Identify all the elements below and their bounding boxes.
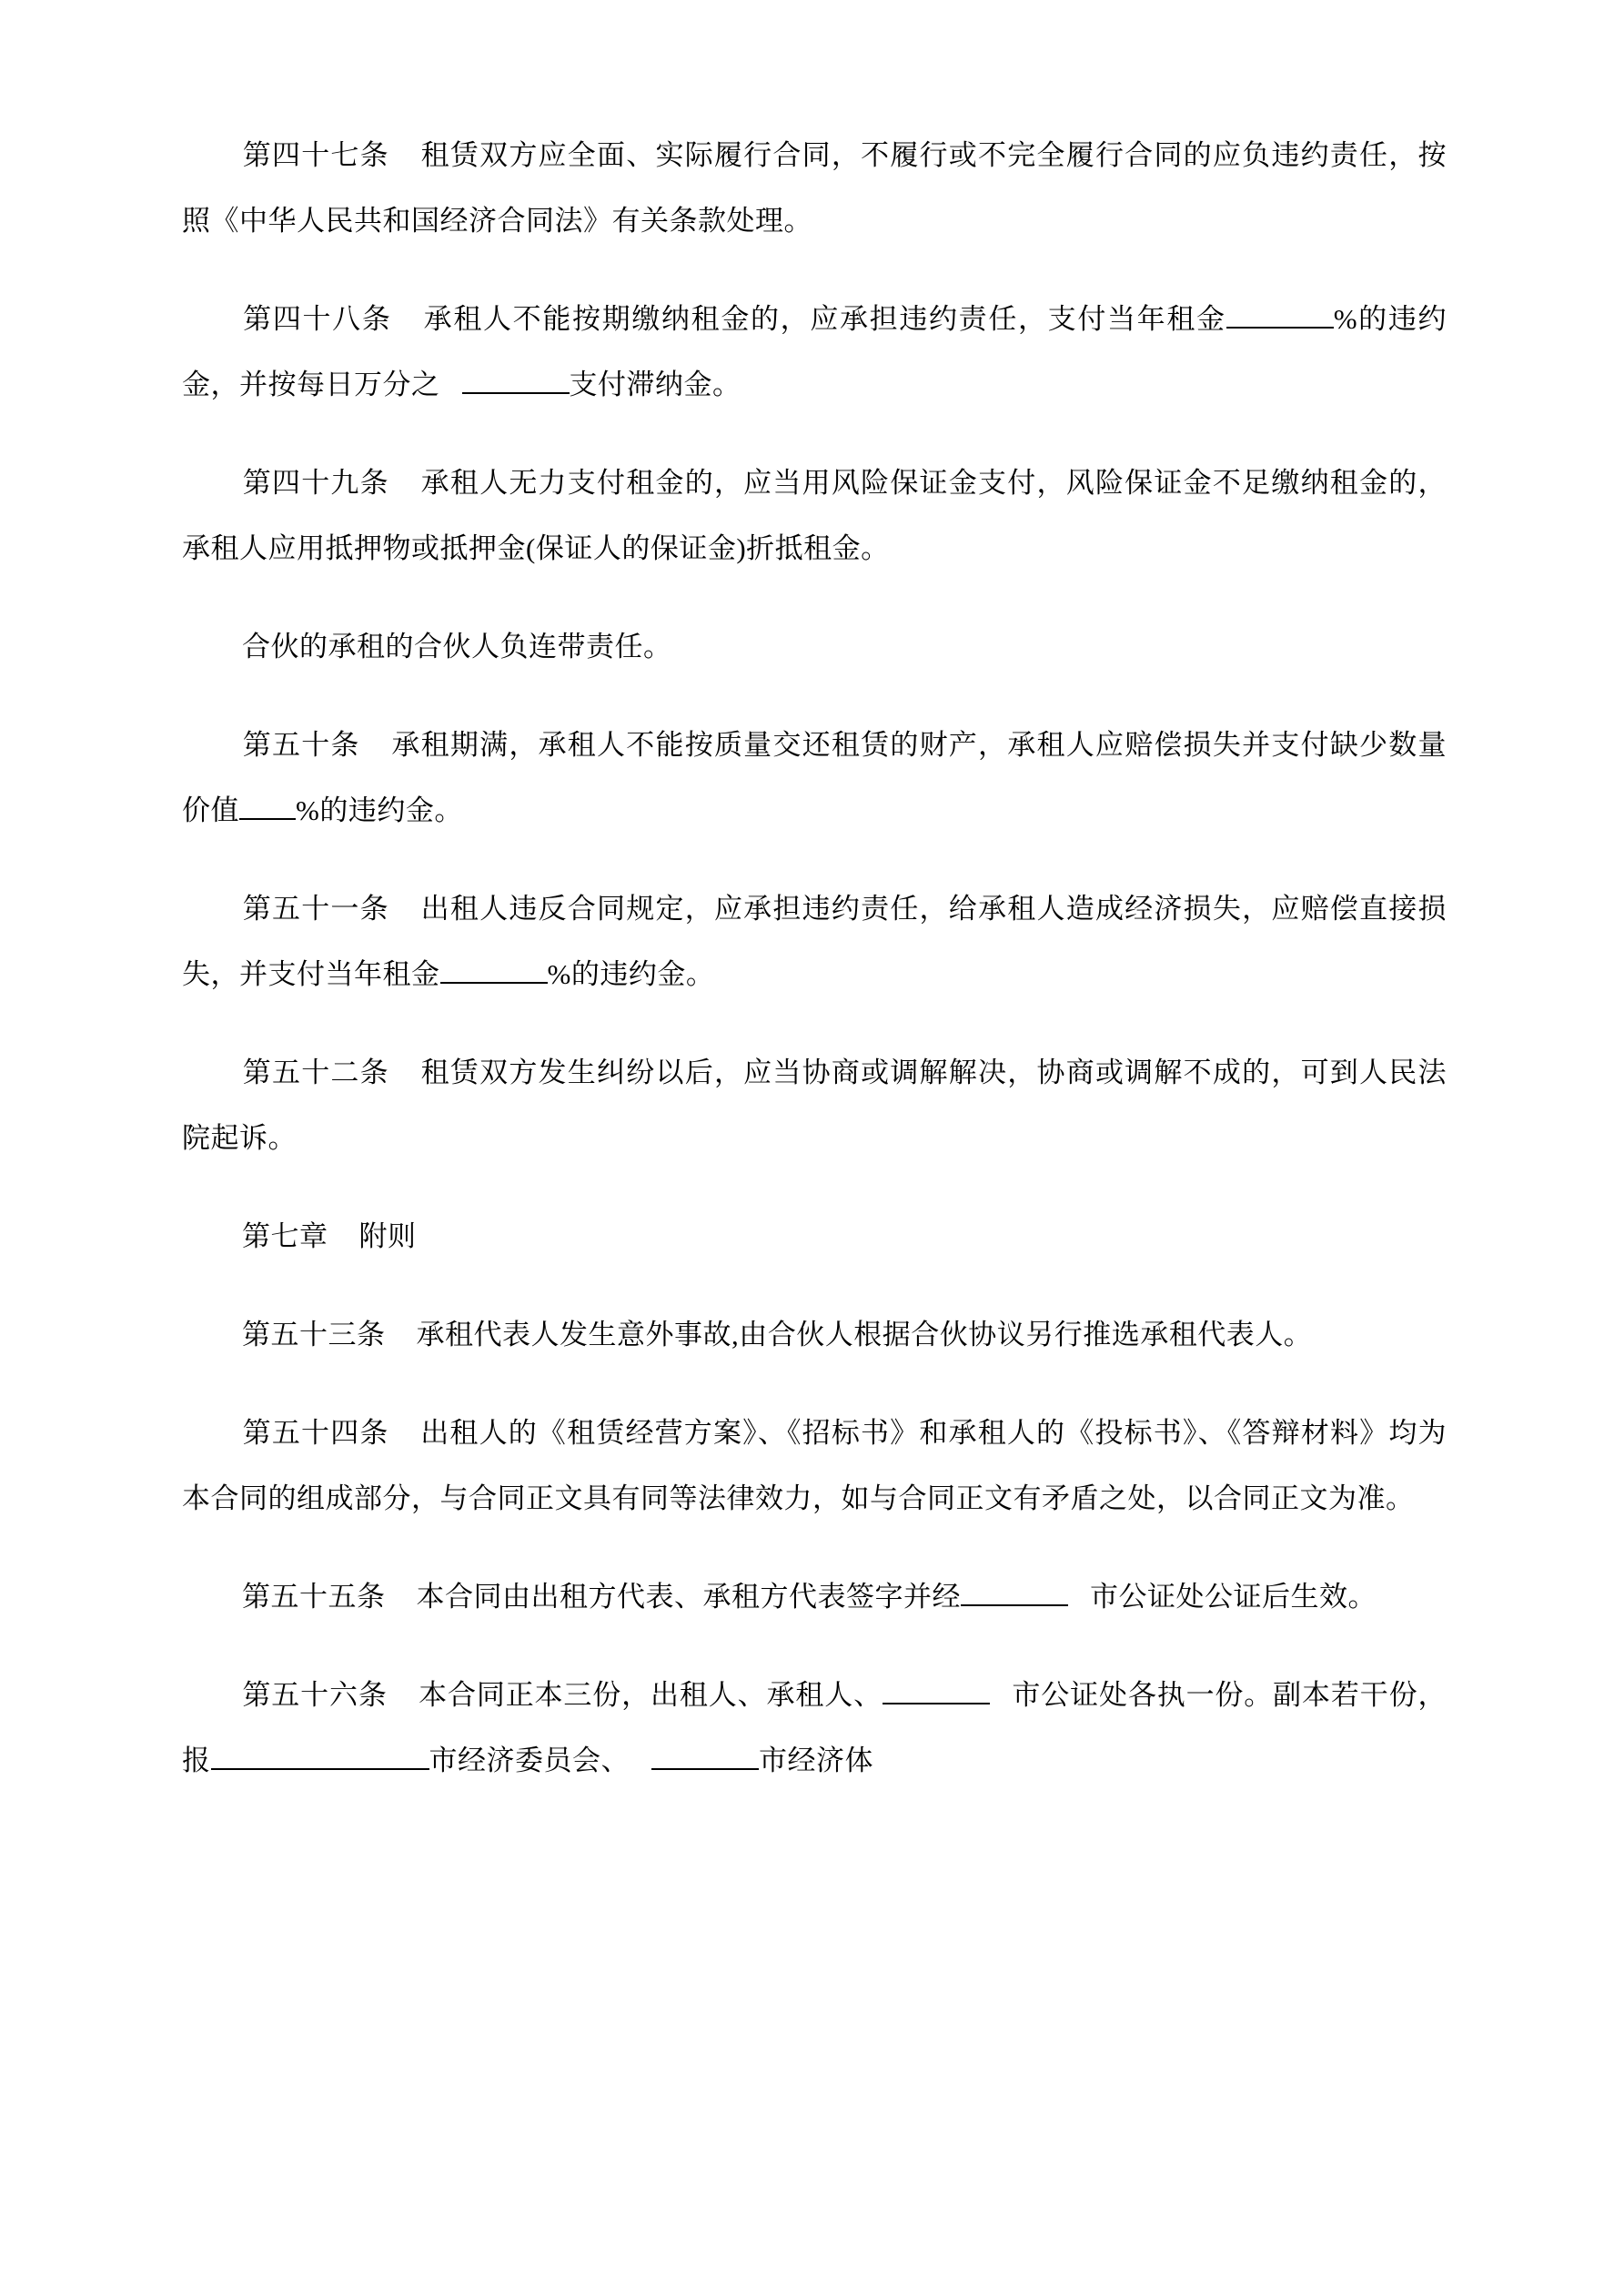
fill-in-blank[interactable] xyxy=(211,1741,429,1770)
paragraph xyxy=(182,1204,1447,1269)
paragraph xyxy=(182,614,1447,680)
paragraph-text: 第五十条 xyxy=(242,729,360,761)
paragraph-text: 第四十九条 xyxy=(242,467,389,499)
paragraph xyxy=(182,123,1447,254)
fill-in-blank[interactable] xyxy=(440,955,548,984)
fill-in-blank[interactable] xyxy=(961,1577,1068,1606)
paragraph xyxy=(182,1401,1447,1532)
paragraph-text: 第五十五条 xyxy=(242,1581,386,1613)
fill-in-blank[interactable] xyxy=(462,365,570,394)
document-body xyxy=(182,123,1447,1794)
paragraph-text: %的违约金，并按每日万分之 xyxy=(182,303,1447,400)
paragraph-text: 附则 xyxy=(358,1220,417,1252)
paragraph xyxy=(182,450,1447,582)
paragraph-text: 支付滞纳金。 xyxy=(569,369,741,400)
paragraph-text: 市公证处各执一份。副本若干份，报 xyxy=(182,1679,1447,1776)
paragraph-text: 第五十一条 xyxy=(242,893,389,925)
paragraph-text: 第五十四条 xyxy=(242,1417,389,1449)
paragraph-text: 第四十七条 xyxy=(242,139,389,171)
paragraph-text: 市经济体 xyxy=(759,1745,873,1776)
paragraph-text: 第七章 xyxy=(242,1220,328,1252)
paragraph-text: %的违约金。 xyxy=(547,958,715,990)
paragraph-text: 合伙的承租的合伙人负连带责任。 xyxy=(242,631,672,663)
paragraph-text: 承租人不能按期缴纳租金的，应承担违约责任，支付当年租金 xyxy=(422,303,1226,335)
paragraph xyxy=(182,876,1447,1007)
fill-in-blank[interactable] xyxy=(883,1675,990,1704)
paragraph-text: 租赁双方发生纠纷以后，应当协商或调解解决，协商或调解不成的，可到人民法院起诉。 xyxy=(182,1057,1447,1154)
paragraph-text: 承租人无力支付租金的，应当用风险保证金支付，风险保证金不足缴纳租金的，承租人应用抵押物或抵押金(保证人的保证金)折抵租金。 xyxy=(182,467,1447,564)
paragraph-text: 本合同正本三份，出租人、承租人、 xyxy=(418,1679,883,1711)
paragraph-text: 第五十六条 xyxy=(242,1679,388,1711)
fill-in-blank[interactable] xyxy=(651,1741,759,1770)
paragraph xyxy=(182,1564,1447,1630)
paragraph-text: 出租人的《租赁经营方案》、《招标书》和承租人的《投标书》、《答辩材料》均为本合同的组成部分，与合同正文具有同等法律效力，如与合同正文有矛盾之处，以合同正文为准。 xyxy=(182,1417,1447,1514)
paragraph xyxy=(182,287,1447,418)
paragraph-text: 租赁双方应全面、实际履行合同，不履行或不完全履行合同的应负违约责任，按照《中华人民共和国经济合同法》有关条款处理。 xyxy=(182,139,1447,237)
paragraph xyxy=(182,1302,1447,1368)
paragraph xyxy=(182,1663,1447,1794)
paragraph-text: 承租期满，承租人不能按质量交还租赁的财产，承租人应赔偿损失并支付缺少数量价值 xyxy=(182,729,1447,826)
paragraph xyxy=(182,1040,1447,1171)
paragraph-text: %的违约金。 xyxy=(296,794,463,826)
paragraph-text: 市经济委员会、 xyxy=(429,1745,630,1776)
paragraph-text: 本合同由出租方代表、承租方代表签字并经 xyxy=(416,1581,961,1613)
paragraph-text: 第五十二条 xyxy=(242,1057,389,1088)
paragraph xyxy=(182,713,1447,844)
paragraph-text: 出租人违反合同规定，应承担违约责任，给承租人造成经济损失，应赔偿直接损失，并支付当年租金 xyxy=(182,893,1447,990)
paragraph-text: 第五十三条 xyxy=(242,1319,386,1350)
paragraph-text: 承租代表人发生意外事故,由合伙人根据合伙协议另行推选承租代表人。 xyxy=(416,1319,1313,1350)
fill-in-blank[interactable] xyxy=(1226,299,1334,329)
paragraph-text: 市公证处公证后生效。 xyxy=(1090,1581,1377,1613)
paragraph-text: 第四十八条 xyxy=(242,303,392,335)
fill-in-blank[interactable] xyxy=(239,791,296,820)
